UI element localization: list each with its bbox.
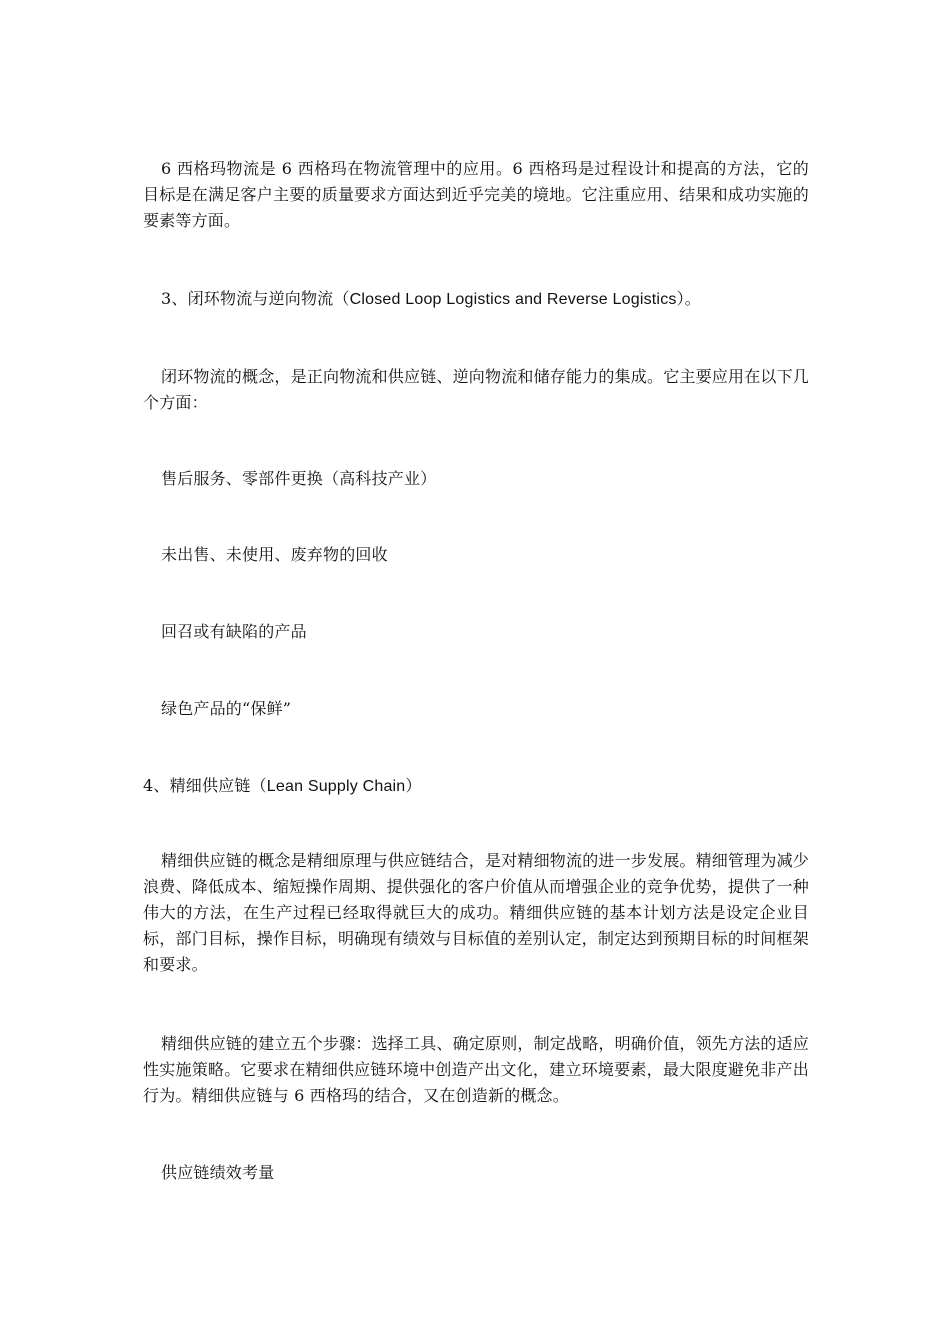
heading-latin-term: Closed Loop Logistics and Reverse Logistics xyxy=(349,291,677,308)
heading-prefix: 4、精细供应链（ xyxy=(143,776,267,795)
list-item-recall: 回召或有缺陷的产品 xyxy=(161,622,307,641)
paragraph-closed-loop-concept: 闭环物流的概念，是正向物流和供应链、逆向物流和储存能力的集成。它主要应用在以下几个方面： xyxy=(143,367,810,412)
list-item-after-sales: 售后服务、零部件更换（高科技产业） xyxy=(161,469,437,488)
list-item-green-products: 绿色产品的“保鲜” xyxy=(161,699,292,718)
heading-prefix: 3、闭环物流与逆向物流（ xyxy=(161,289,350,308)
heading-latin-term: Lean Supply Chain xyxy=(266,778,406,795)
heading-lean-supply-chain xyxy=(143,773,809,800)
heading-suffix: ）。 xyxy=(676,289,701,308)
list-item-performance-measurement: 供应链绩效考量 xyxy=(161,1163,275,1182)
heading-suffix: ） xyxy=(405,776,422,795)
heading-closed-loop-logistics xyxy=(143,286,809,313)
paragraph-lean-supply-chain-concept: 精细供应链的概念是精细原理与供应链结合，是对精细物流的进一步发展。精细管理为减少浪费、降低成本、缩短操作周期、提供强化的客户价值从而增强企业的竞争优势，提供了一种伟大的方法，在生产过程已经取得就巨大的成功。精细供应链的基本计划方法是设定企业目标，部门目标，操作目标，明确现有绩效与目标值的差别认定，制定达到预期目标的时间框架和要求。 xyxy=(143,851,810,974)
list-item-recycling: 未出售、未使用、废弃物的回收 xyxy=(161,545,388,564)
paragraph-six-sigma-logistics: 6 西格玛物流是 6 西格玛在物流管理中的应用。6 西格玛是过程设计和提高的方法，它的目标是在满足客户主要的质量要求方面达到近乎完美的境地。它注重应用、结果和成功实施的要素等方面。 xyxy=(143,159,809,230)
paragraph-lean-supply-chain-steps: 精细供应链的建立五个步骤：选择工具、确定原则，制定战略，明确价值，领先方法的适应性实施策略。它要求在精细供应链环境中创造产出文化，建立环境要素，最大限度避免非产出行为。精细供应链与 6 西格玛的结合，又在创造新的概念。 xyxy=(143,1034,810,1105)
